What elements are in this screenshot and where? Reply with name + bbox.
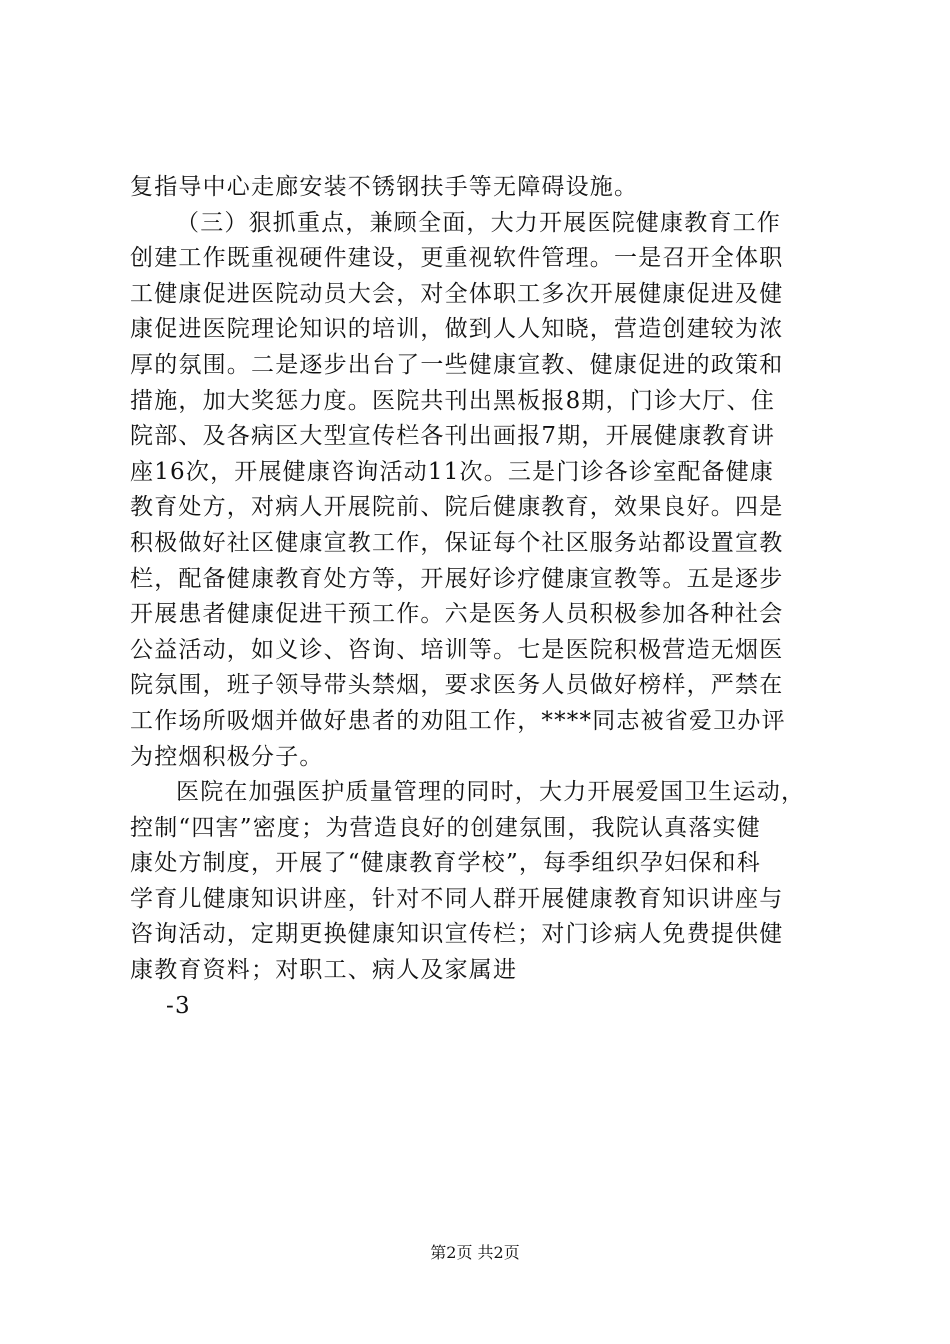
inline-page-number: -3 [166,992,191,1019]
text-line: 工作场所吸烟并做好患者的劝阻工作，****同志被省爱卫办评 [130,707,786,734]
text-line: 公益活动，如义诊、咨询、培训等。七是医院积极营造无烟医 [130,636,784,663]
text-line: 咨询活动，定期更换健康知识宣传栏；对门诊病人免费提供健 [130,921,784,948]
text-line: 开展患者健康促进干预工作。六是医务人员积极参加各种社会 [130,601,784,628]
text-line: 栏，配备健康教育处方等，开展好诊疗健康宣教等。五是逐步 [130,565,784,592]
page-footer [0,1240,950,1263]
text-line: 康促进医院理论知识的培训，做到人人知晓，营造创建较为浓 [130,316,784,343]
text-line: 座16次，开展健康咨询活动11次。三是门诊各诊室配备健康 [130,458,775,485]
text-line: 为控烟积极分子。 [130,743,324,770]
text-line: 康处方制度，开展了“健康教育学校”，每季组织孕妇保和科 [130,850,761,877]
section-heading-line: （三）狠抓重点，兼顾全面，大力开展医院健康教育工作 [176,209,781,236]
text-line: 措施，加大奖惩力度。医院共刊出黑板报8期，门诊大厅、住 [130,387,776,414]
page-number-label: 第2页 共2页 [430,1243,520,1262]
text-line: 学育儿健康知识讲座，针对不同人群开展健康教育知识讲座与 [130,885,784,912]
text-line: 复指导中心走廊安装不锈钢扶手等无障碍设施。 [130,174,639,200]
paragraph-start-line: 医院在加强医护质量管理的同时，大力开展爱国卫生运动， [176,779,806,806]
text-line: 控制“四害”密度；为营造良好的创建氛围，我院认真落实健 [130,814,761,841]
text-line: 积极做好社区健康宣教工作，保证每个社区服务站都设置宣教 [130,529,784,556]
text-line: 教育处方，对病人开展院前、院后健康教育，效果良好。四是 [130,494,784,521]
text-line: 院部、及各病区大型宣传栏各刊出画报7期，开展健康教育讲 [130,423,776,450]
document-body [130,170,845,1024]
text-line: 院氛围，班子领导带头禁烟，要求医务人员做好榜样，严禁在 [130,672,784,699]
text-line: 工健康促进医院动员大会，对全体职工多次开展健康促进及健 [130,280,784,307]
text-line: 厚的氛围。二是逐步出台了一些健康宣教、健康促进的政策和 [130,351,784,378]
text-line: 康教育资料；对职工、病人及家属进 [130,957,518,984]
text-line: 创建工作既重视硬件建设，更重视软件管理。一是召开全体职 [130,245,784,272]
